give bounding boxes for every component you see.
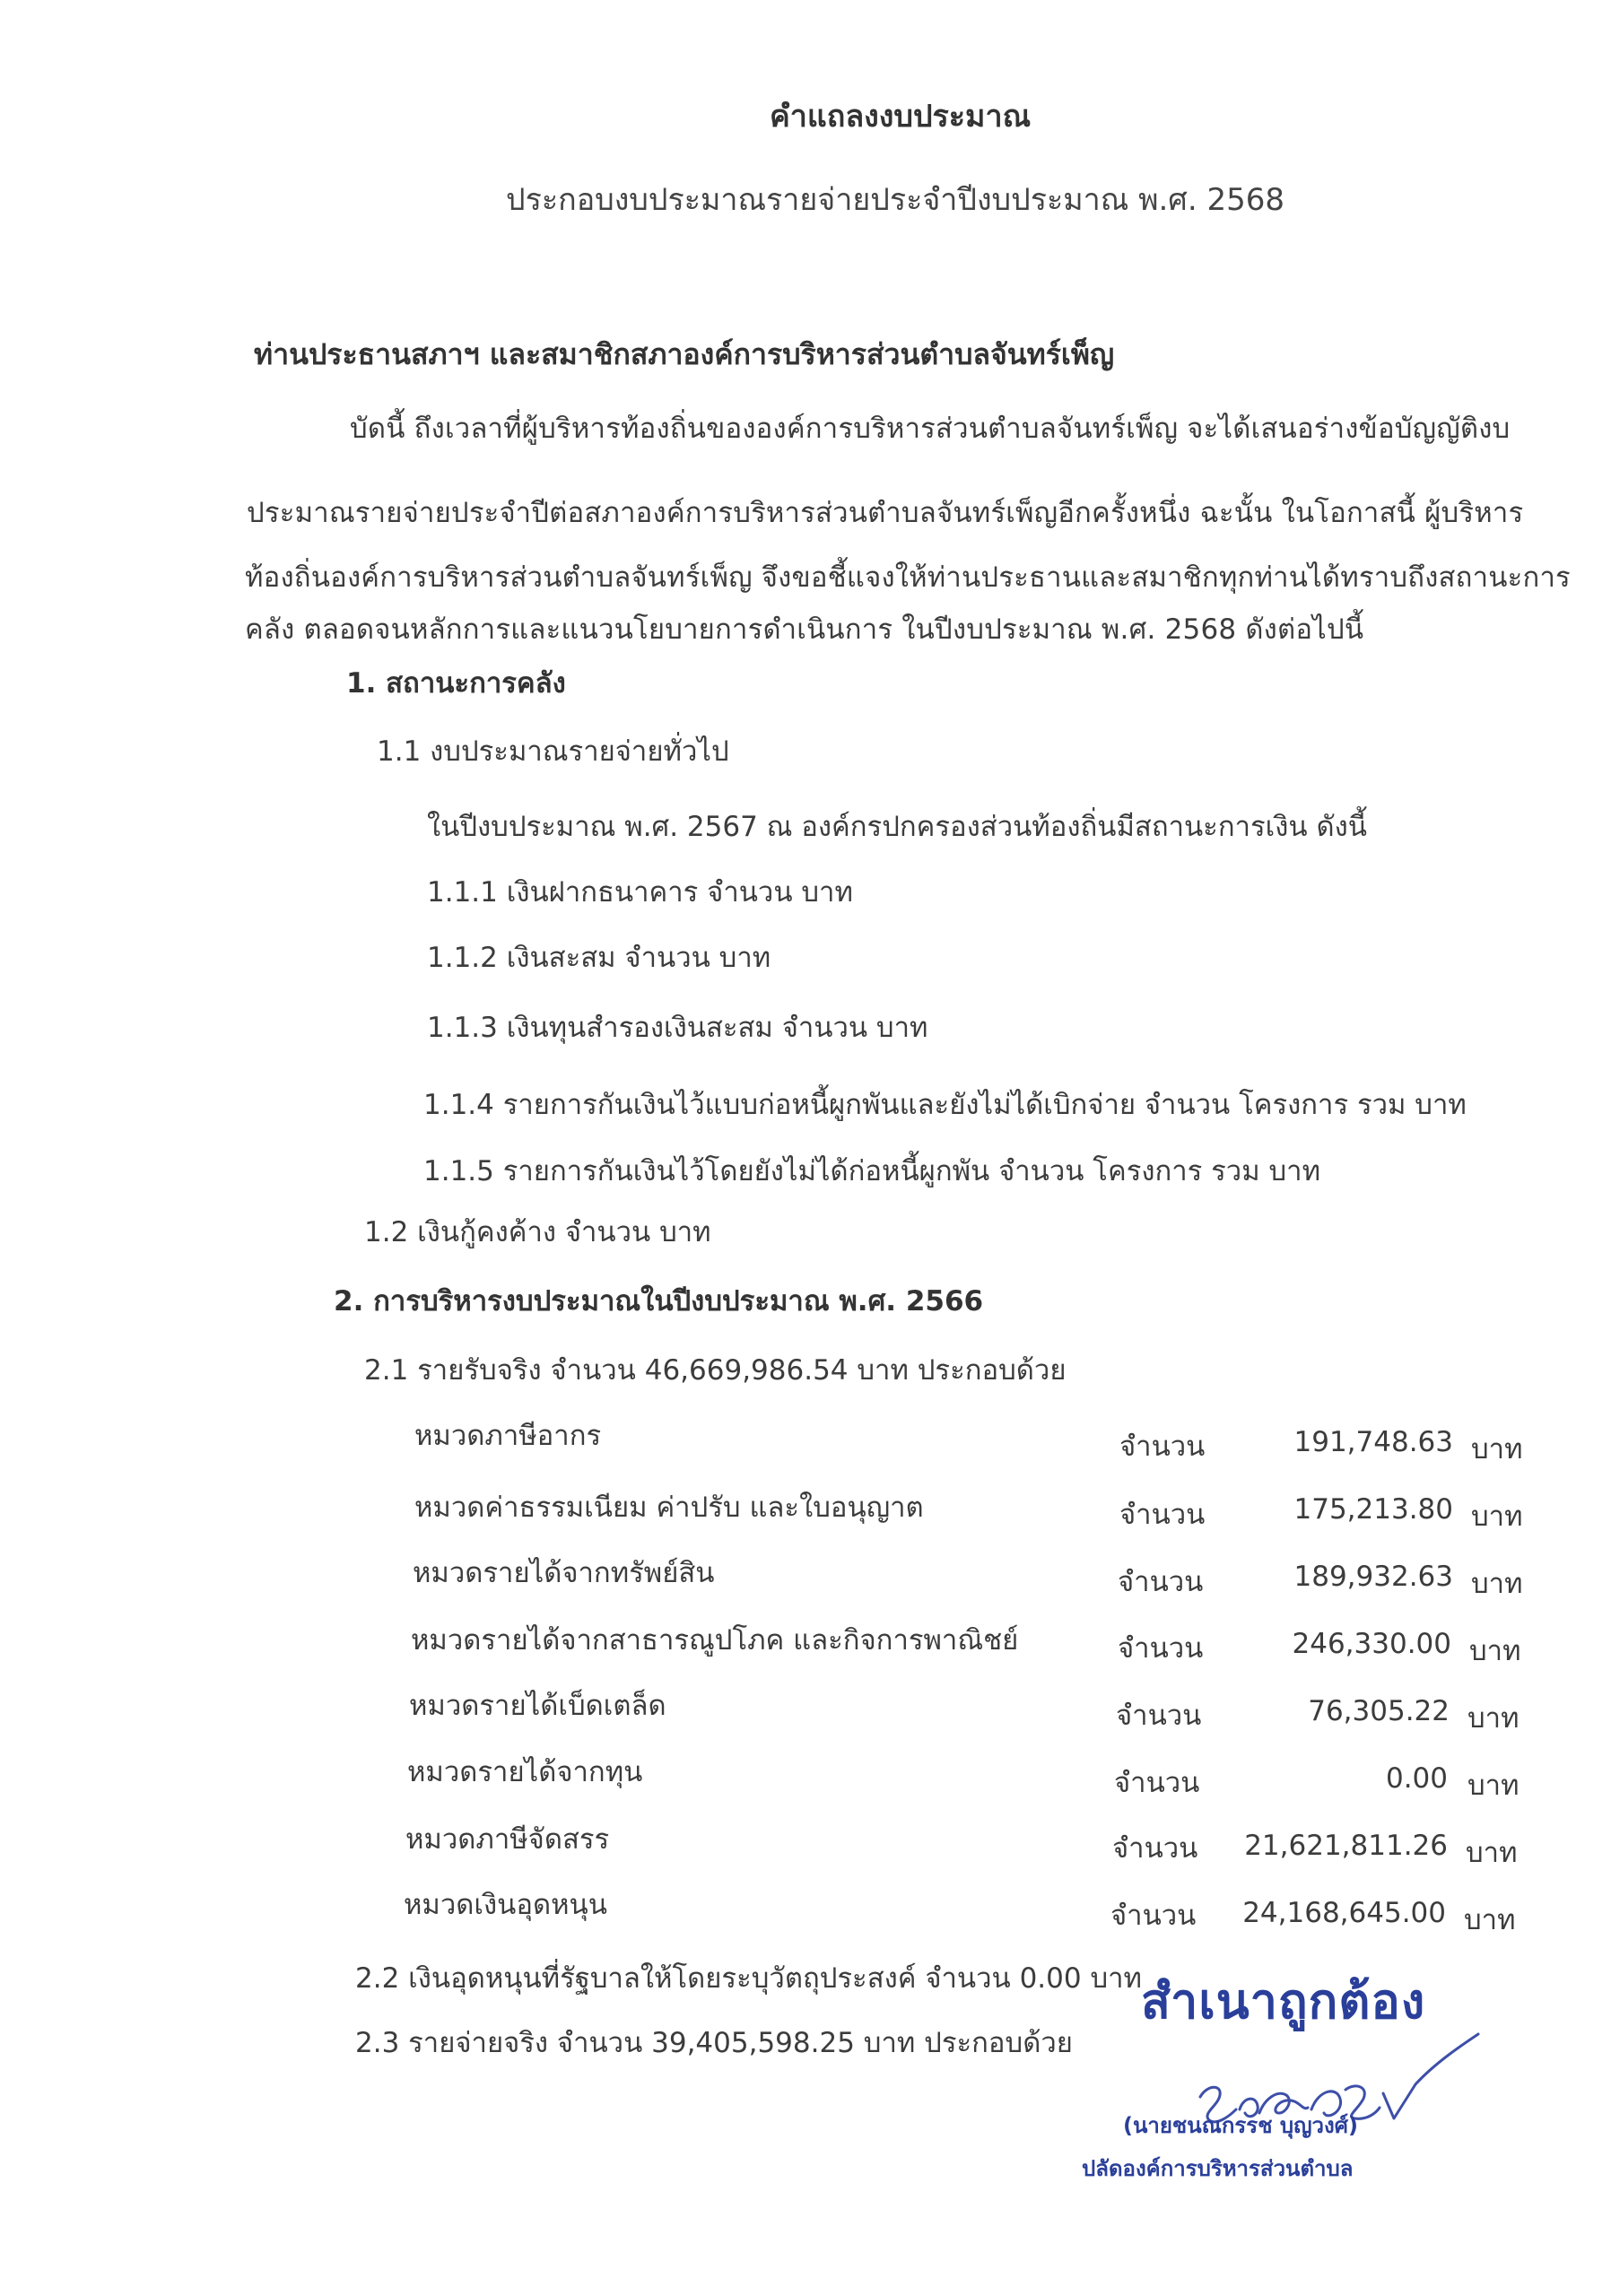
revenue-row-unit: บาท xyxy=(1471,1568,1523,1600)
revenue-row-word: จำนวน xyxy=(1116,1700,1202,1732)
revenue-row-word: จำนวน xyxy=(1112,1832,1198,1865)
document-title: คำแถลงงบประมาณ xyxy=(770,99,1032,135)
revenue-row-unit: บาท xyxy=(1464,1904,1516,1936)
intro-line-3: ท้องถิ่นองค์การบริหารส่วนตำบลจันทร์เพ็ญ จึงขอชี้แจงให้ท่านประธานและสมาชิกทุกท่านได้ทราบถึงสถานะการ xyxy=(245,561,1571,594)
intro-line-1: บัดนี้ ถึงเวลาที่ผู้บริหารท้องถิ่นขององค์การบริหารส่วนตำบลจันทร์เพ็ญ จะได้เสนอร่างข้อบัญญัติงบ xyxy=(350,413,1511,445)
revenue-row-unit: บาท xyxy=(1466,1837,1518,1869)
revenue-row-unit: บาท xyxy=(1467,1702,1520,1735)
revenue-row-word: จำนวน xyxy=(1119,1431,1206,1463)
revenue-row-label: หมวดเงินอุดหนุน xyxy=(404,1889,607,1921)
revenue-row-unit: บาท xyxy=(1467,1770,1520,1802)
revenue-row-unit: บาท xyxy=(1471,1500,1523,1533)
revenue-row-label: หมวดรายได้จากทุน xyxy=(407,1756,643,1788)
section1-item-1: 1.1.1 เงินฝากธนาคาร จำนวน บาท xyxy=(427,876,853,909)
salutation: ท่านประธานสภาฯ และสมาชิกสภาองค์การบริหารส่วนตำบลจันทร์เพ็ญ xyxy=(254,337,1115,371)
revenue-row-label: หมวดภาษีอากร xyxy=(414,1420,602,1452)
revenue-row-word: จำนวน xyxy=(1118,1632,1204,1665)
revenue-row-word: จำนวน xyxy=(1118,1566,1204,1598)
section2-sub1: 2.1 รายรับจริง จำนวน 46,669,986.54 บาท ประกอบด้วย xyxy=(364,1354,1067,1387)
section1-item-5: 1.1.5 รายการกันเงินไว้โดยยังไม่ได้ก่อหนี้ผูกพัน จำนวน โครงการ รวม บาท xyxy=(423,1155,1321,1187)
revenue-row-unit: บาท xyxy=(1469,1635,1521,1667)
revenue-row-amount: 189,932.63 xyxy=(1293,1561,1453,1593)
revenue-row-unit: บาท xyxy=(1471,1433,1523,1465)
revenue-row-word: จำนวน xyxy=(1110,1900,1197,1932)
revenue-row-amount: 21,621,811.26 xyxy=(1244,1830,1448,1862)
section1-sub1: 1.1 งบประมาณรายจ่ายทั่วไป xyxy=(377,735,729,768)
revenue-row-label: หมวดรายได้จากทรัพย์สิน xyxy=(413,1557,715,1589)
signer-name: (นายชนณกรรช บุญวงศ์) xyxy=(1123,2113,1358,2138)
section2-sub2: 2.2 เงินอุดหนุนที่รัฐบาลให้โดยระบุวัตถุประสงค์ จำนวน 0.00 บาท xyxy=(355,1962,1142,1995)
intro-line-4: คลัง ตลอดจนหลักการและแนวนโยบายการดำเนินการ ในปีงบประมาณ พ.ศ. 2568 ดังต่อไปนี้ xyxy=(245,613,1364,646)
signer-title: ปลัดองค์การบริหารส่วนตำบล xyxy=(1082,2156,1354,2181)
revenue-row-amount: 24,168,645.00 xyxy=(1242,1897,1446,1929)
section1-item-3: 1.1.3 เงินทุนสำรองเงินสะสม จำนวน บาท xyxy=(427,1012,928,1044)
revenue-row-label: หมวดค่าธรรมเนียม ค่าปรับ และใบอนุญาต xyxy=(414,1492,924,1524)
revenue-row-amount: 0.00 xyxy=(1385,1762,1448,1795)
revenue-row-label: หมวดรายได้จากสาธารณูปโภค และกิจการพาณิชย์ xyxy=(411,1624,1019,1657)
certified-copy-stamp: สำเนาถูกต้อง xyxy=(1141,1973,1426,2030)
section2-sub3: 2.3 รายจ่ายจริง จำนวน 39,405,598.25 บาท ประกอบด้วย xyxy=(355,2027,1073,2059)
section1-sub1-intro: ในปีงบประมาณ พ.ศ. 2567 ณ องค์กรปกครองส่วนท้องถิ่นมีสถานะการเงิน ดังนี้ xyxy=(427,811,1367,843)
revenue-row-amount: 191,748.63 xyxy=(1293,1426,1453,1458)
revenue-row-amount: 246,330.00 xyxy=(1292,1628,1451,1660)
document-subtitle: ประกอบงบประมาณรายจ่ายประจำปีงบประมาณ พ.ศ. 2568 xyxy=(506,182,1285,218)
intro-line-2: ประมาณรายจ่ายประจำปีต่อสภาองค์การบริหารส่วนตำบลจันทร์เพ็ญอีกครั้งหนึ่ง ฉะนั้น ในโอกาสนี้ ผู้บริหาร xyxy=(247,497,1524,529)
section2-heading: 2. การบริหารงบประมาณในปีงบประมาณ พ.ศ. 2566 xyxy=(334,1285,984,1318)
revenue-row-amount: 175,213.80 xyxy=(1293,1493,1453,1526)
revenue-row-label: หมวดภาษีจัดสรร xyxy=(405,1823,610,1856)
section1-sub2: 1.2 เงินกู้คงค้าง จำนวน บาท xyxy=(364,1216,711,1248)
revenue-row-word: จำนวน xyxy=(1119,1499,1206,1531)
revenue-row-word: จำนวน xyxy=(1114,1767,1200,1799)
revenue-row-amount: 76,305.22 xyxy=(1308,1695,1450,1727)
section1-item-4: 1.1.4 รายการกันเงินไว้แบบก่อหนี้ผูกพันและยังไม่ได้เบิกจ่าย จำนวน โครงการ รวม บาท xyxy=(423,1089,1467,1121)
section1-item-2: 1.1.2 เงินสะสม จำนวน บาท xyxy=(427,942,771,974)
section1-heading: 1. สถานะการคลัง xyxy=(346,667,566,700)
revenue-row-label: หมวดรายได้เบ็ดเตล็ด xyxy=(409,1690,666,1722)
